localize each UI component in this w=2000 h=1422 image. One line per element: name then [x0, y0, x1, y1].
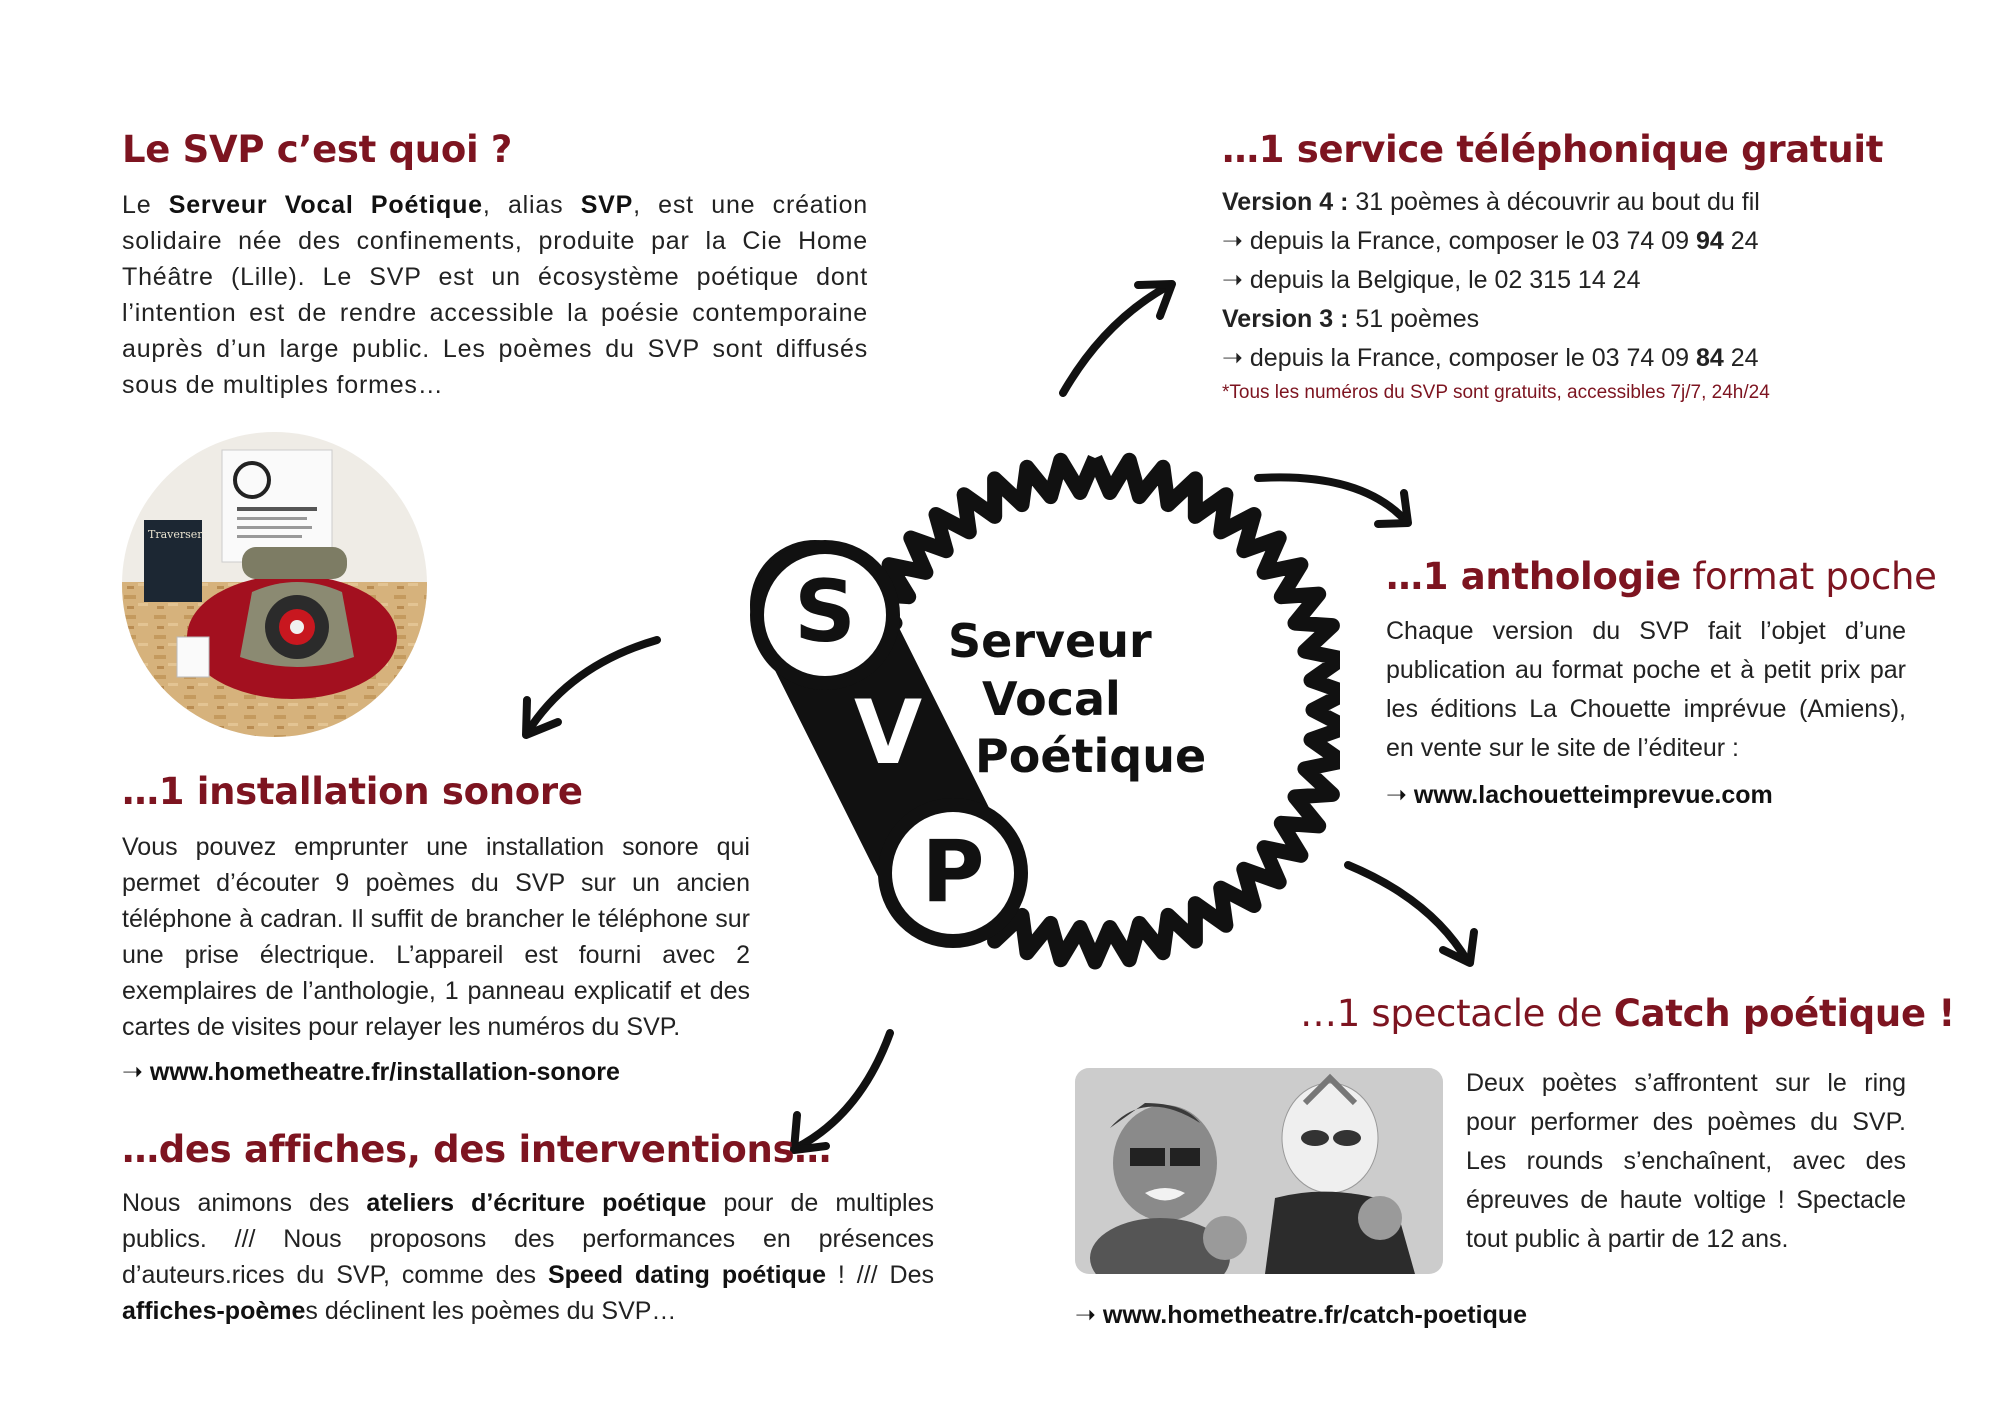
arrow-to-telephone — [1063, 284, 1172, 393]
installation-link[interactable]: ➝ www.hometheatre.fr/installation-sonore — [122, 1058, 620, 1086]
catch-title-light: …1 spectacle de — [1300, 992, 1614, 1035]
intro-t2: , alias — [482, 191, 581, 219]
v4-fr-pre: ➝ depuis la France, composer le 03 74 09 — [1222, 227, 1696, 255]
catch-title-bold: Catch poétique ! — [1613, 992, 1955, 1035]
intro-b1: Serveur Vocal Poétique — [168, 191, 483, 219]
v4-text: 31 poèmes à découvrir au bout du fil — [1348, 188, 1760, 216]
v3-label: Version 3 : — [1222, 305, 1349, 333]
free-numbers-note: *Tous les numéros du SVP sont gratuits, accessibles 7j/7, 24h/24 — [1222, 382, 1770, 403]
arrow-to-anthologie — [1258, 477, 1408, 524]
affiches-t4: s déclinent les poèmes du SVP… — [305, 1297, 677, 1325]
logo-letter-v: V — [853, 681, 923, 784]
anthologie-text: Chaque version du SVP fait l’objet d’une publication au format poche et à petit prix par les éditions La Chouette imprévue (Amiens), en vente sur le site de l’éditeur : — [1386, 617, 1906, 762]
affiches-b3: affiches-poème — [122, 1297, 306, 1325]
affiches-t3: ! /// Des — [826, 1261, 934, 1289]
arrow-to-catch — [1348, 865, 1474, 963]
intro-b2: SVP — [580, 191, 634, 219]
anthologie-link[interactable]: ➝ www.lachouetteimprevue.com — [1386, 781, 1773, 809]
logo-letter-p: P — [921, 822, 985, 922]
installation-text: Vous pouvez emprunter une installation sonore qui permet d’écouter 9 poèmes du SVP sur un ancien téléphone à cadran. Il suffit de brancher le téléphone sur une prise électrique. L’appareil est fourni avec 2 exemplaires de l’anthologie, 1 panneau explicatif et des cartes de visites pour relayer les numéros du SVP. — [122, 833, 750, 1041]
v3-fr-bold: 84 — [1696, 344, 1724, 372]
affiches-text — [122, 1185, 934, 1329]
affiches-t1: Nous animons des — [122, 1189, 367, 1217]
catch-section — [1466, 1064, 1906, 1259]
v4-belgium-line: ➝ depuis la Belgique, le 02 315 14 24 — [1222, 266, 1641, 294]
logo-line-vocal: Vocal — [982, 672, 1121, 726]
affiches-b2: Speed dating poétique — [547, 1261, 826, 1289]
logo-letter-s: S — [794, 562, 856, 662]
arrow-to-installation — [526, 640, 657, 735]
intro-t3: , est une création solidaire née des confinements, produite par la Cie Home Théâtre (Lille). Le SVP est un écosystème poétique dont l’intention est de rendre accessible la poésie contemporaine auprès d’un large public. Les poèmes du SVP sont diffusés sous de multiples formes… — [122, 191, 869, 399]
anthologie-section — [1386, 555, 1937, 810]
anthologie-title-light: format poche — [1680, 555, 1937, 598]
intro-title: Le SVP c’est quoi ? — [122, 128, 513, 171]
book-title: Traverser — [148, 528, 203, 541]
installation-title: …1 installation sonore — [122, 770, 583, 813]
catch-text: Deux poètes s’affrontent sur le ring pour performer des poèmes du SVP. Les rounds s’enchaînent, avec des épreuves de haute voltige ! Spectacle tout public à partir de 12 ans. — [1466, 1069, 1906, 1253]
logo-line-poetique: Poétique — [975, 729, 1207, 783]
affiches-b1: ateliers d’écriture poétique — [366, 1189, 707, 1217]
anthologie-title — [1386, 555, 1937, 598]
affiches-t2: pour de multiples publics. /// Nous proposons des performances en présences d’auteurs.rices du SVP, comme des — [122, 1189, 934, 1289]
affiches-section — [122, 1128, 934, 1329]
catch-illustration — [1075, 1068, 1443, 1274]
affiches-title: …des affiches, des interventions… — [122, 1128, 831, 1171]
anthologie-title-bold: …1 anthologie — [1386, 555, 1681, 598]
telephone-title: …1 service téléphonique gratuit — [1222, 128, 1884, 171]
v4-fr-post: 24 — [1723, 227, 1759, 255]
v4-fr-bold: 94 — [1696, 227, 1724, 255]
v4-label: Version 4 : — [1222, 188, 1349, 216]
catch-link[interactable]: ➝ www.hometheatre.fr/catch-poetique — [1075, 1301, 1528, 1329]
logo-line-serveur: Serveur — [948, 614, 1152, 668]
catch-title — [1300, 992, 1955, 1035]
v3-fr-post: 24 — [1723, 344, 1759, 372]
installation-section — [122, 770, 750, 1087]
v3-text: 51 poèmes — [1348, 305, 1480, 333]
catch-photo — [1075, 1068, 1443, 1274]
intro-t1: Le — [122, 191, 169, 219]
v3-fr-pre: ➝ depuis la France, composer le 03 74 09 — [1222, 344, 1696, 372]
